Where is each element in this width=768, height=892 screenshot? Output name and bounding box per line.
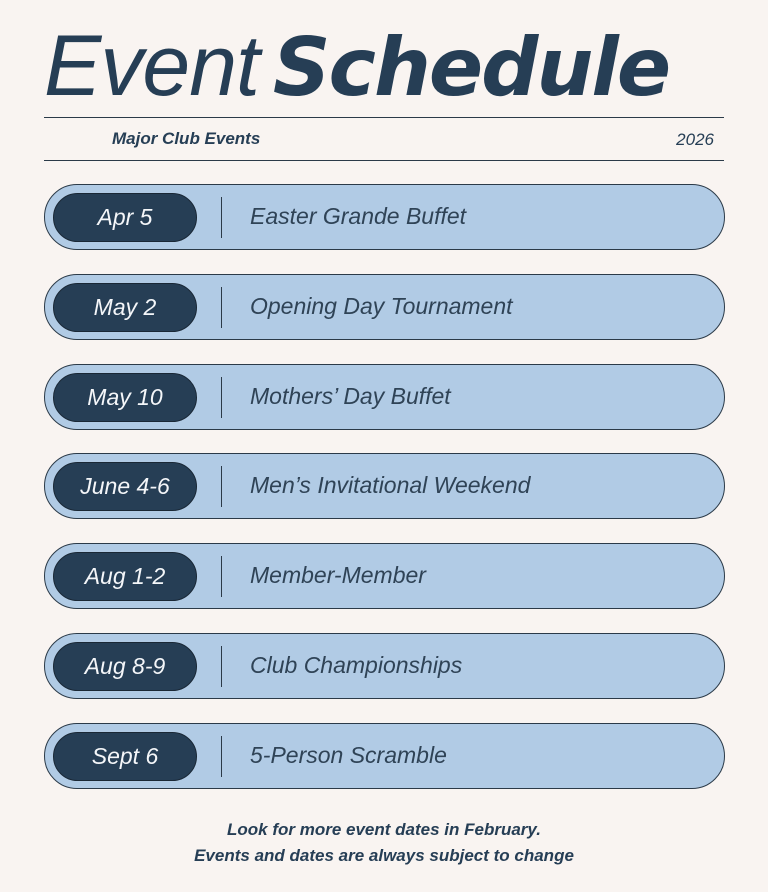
title-event: Event bbox=[44, 18, 259, 114]
header-top-rule bbox=[44, 117, 724, 118]
event-name: Opening Day Tournament bbox=[250, 292, 513, 319]
event-date-pill: Aug 8-9 bbox=[53, 642, 197, 691]
event-date-pill: Sept 6 bbox=[53, 732, 197, 781]
year-label: 2026 bbox=[676, 130, 714, 149]
event-date-pill: Apr 5 bbox=[53, 193, 197, 242]
event-name: 5-Person Scramble bbox=[250, 741, 447, 768]
event-divider bbox=[221, 377, 222, 418]
header-bottom-rule bbox=[44, 160, 724, 161]
event-name: Mothers’ Day Buffet bbox=[250, 382, 451, 409]
event-row bbox=[44, 633, 725, 699]
event-date-pill: May 10 bbox=[53, 373, 197, 422]
event-divider bbox=[221, 197, 222, 238]
event-row bbox=[44, 723, 725, 789]
event-row bbox=[44, 543, 725, 609]
event-name: Men’s Invitational Weekend bbox=[250, 472, 531, 499]
event-list bbox=[44, 184, 725, 813]
event-row bbox=[44, 184, 725, 250]
event-name: Member-Member bbox=[250, 562, 426, 589]
event-date-pill: June 4-6 bbox=[53, 462, 197, 511]
subtitle: Major Club Events bbox=[112, 129, 261, 148]
event-row bbox=[44, 274, 725, 340]
event-date-pill: Aug 1-2 bbox=[53, 552, 197, 601]
event-date-pill: May 2 bbox=[53, 283, 197, 332]
page-title bbox=[44, 18, 734, 114]
event-divider bbox=[221, 466, 222, 507]
event-divider bbox=[221, 736, 222, 777]
event-divider bbox=[221, 287, 222, 328]
event-name: Club Championships bbox=[250, 651, 463, 678]
event-row bbox=[44, 453, 725, 519]
event-name: Easter Grande Buffet bbox=[250, 203, 467, 229]
event-divider bbox=[221, 646, 222, 687]
footer-note-2: Events and dates are always subject to change bbox=[194, 846, 574, 865]
title-schedule: Schedule bbox=[272, 21, 670, 114]
event-row bbox=[44, 364, 725, 430]
event-divider bbox=[221, 556, 222, 597]
footer-note-1: Look for more event dates in February. bbox=[227, 820, 541, 839]
